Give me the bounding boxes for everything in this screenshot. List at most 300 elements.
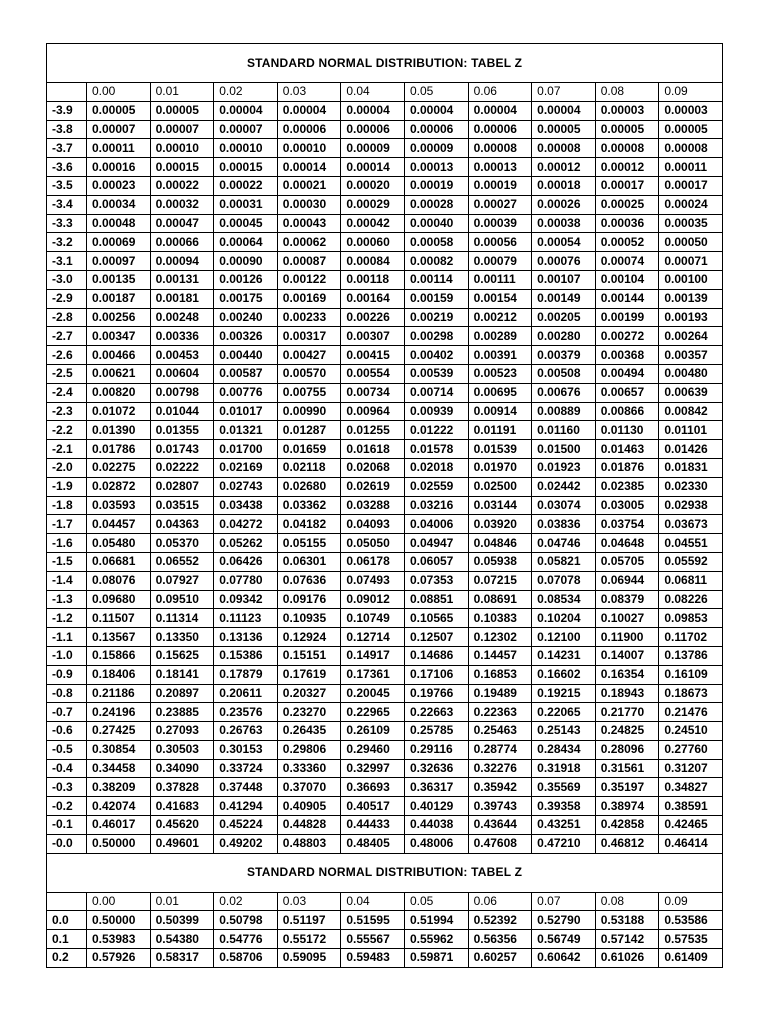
probability-cell: 0.09510 <box>150 590 214 609</box>
probability-cell: 0.00676 <box>532 383 596 402</box>
probability-cell: 0.04006 <box>404 515 468 534</box>
probability-cell: 0.00005 <box>659 120 723 139</box>
probability-cell: 0.00032 <box>150 195 214 214</box>
probability-cell: 0.18943 <box>595 684 659 703</box>
probability-cell: 0.35569 <box>532 778 596 797</box>
probability-cell: 0.42465 <box>659 816 723 835</box>
probability-cell: 0.00776 <box>214 383 278 402</box>
probability-cell: 0.03593 <box>87 496 151 515</box>
probability-cell: 0.50798 <box>214 911 278 930</box>
z-value-cell: -0.9 <box>47 665 87 684</box>
probability-cell: 0.41294 <box>214 797 278 816</box>
probability-cell: 0.00240 <box>214 308 278 327</box>
probability-cell: 0.28434 <box>532 740 596 759</box>
probability-cell: 0.15386 <box>214 646 278 665</box>
z-value-cell: -3.7 <box>47 139 87 158</box>
probability-cell: 0.01539 <box>468 440 532 459</box>
probability-cell: 0.00087 <box>277 252 341 271</box>
probability-cell: 0.14007 <box>595 646 659 665</box>
probability-cell: 0.13136 <box>214 628 278 647</box>
probability-cell: 0.01426 <box>659 440 723 459</box>
z-value-cell: -1.1 <box>47 628 87 647</box>
probability-cell: 0.29806 <box>277 740 341 759</box>
probability-cell: 0.00307 <box>341 327 405 346</box>
table-row <box>47 552 723 571</box>
probability-cell: 0.06301 <box>277 552 341 571</box>
probability-cell: 0.30503 <box>150 740 214 759</box>
probability-cell: 0.00008 <box>468 139 532 158</box>
probability-cell: 0.01355 <box>150 421 214 440</box>
probability-cell: 0.06944 <box>595 571 659 590</box>
probability-cell: 0.11900 <box>595 628 659 647</box>
probability-cell: 0.53983 <box>87 930 151 949</box>
table-title: STANDARD NORMAL DISTRIBUTION: TABEL Z <box>47 44 723 83</box>
probability-cell: 0.20327 <box>277 684 341 703</box>
z-value-cell: -0.5 <box>47 740 87 759</box>
probability-cell: 0.00006 <box>341 120 405 139</box>
probability-cell: 0.38209 <box>87 778 151 797</box>
probability-cell: 0.00939 <box>404 402 468 421</box>
probability-cell: 0.00036 <box>595 214 659 233</box>
probability-cell: 0.34827 <box>659 778 723 797</box>
probability-cell: 0.00347 <box>87 327 151 346</box>
table-row <box>47 816 723 835</box>
probability-cell: 0.55962 <box>404 930 468 949</box>
probability-cell: 0.00212 <box>468 308 532 327</box>
probability-cell: 0.00013 <box>468 158 532 177</box>
probability-cell: 0.17106 <box>404 665 468 684</box>
probability-cell: 0.01923 <box>532 458 596 477</box>
probability-cell: 0.00233 <box>277 308 341 327</box>
table-row <box>47 534 723 553</box>
probability-cell: 0.00118 <box>341 270 405 289</box>
probability-cell: 0.05155 <box>277 534 341 553</box>
probability-cell: 0.11702 <box>659 628 723 647</box>
probability-cell: 0.01101 <box>659 421 723 440</box>
table-row <box>47 684 723 703</box>
probability-cell: 0.08379 <box>595 590 659 609</box>
probability-cell: 0.00111 <box>468 270 532 289</box>
probability-cell: 0.09176 <box>277 590 341 609</box>
probability-cell: 0.00755 <box>277 383 341 402</box>
probability-cell: 0.07493 <box>341 571 405 590</box>
probability-cell: 0.08226 <box>659 590 723 609</box>
probability-cell: 0.19766 <box>404 684 468 703</box>
probability-cell: 0.00004 <box>532 101 596 120</box>
probability-cell: 0.07927 <box>150 571 214 590</box>
probability-cell: 0.00226 <box>341 308 405 327</box>
probability-cell: 0.10749 <box>341 609 405 628</box>
probability-cell: 0.06178 <box>341 552 405 571</box>
column-header-row <box>47 83 723 102</box>
probability-cell: 0.46812 <box>595 834 659 853</box>
table-row <box>47 458 723 477</box>
probability-cell: 0.02222 <box>150 458 214 477</box>
z-value-cell: -0.8 <box>47 684 87 703</box>
probability-cell: 0.32997 <box>341 759 405 778</box>
z-header-cell <box>47 83 87 102</box>
probability-cell: 0.12714 <box>341 628 405 647</box>
probability-cell: 0.06426 <box>214 552 278 571</box>
column-header: 0.07 <box>532 83 596 102</box>
probability-cell: 0.03005 <box>595 496 659 515</box>
probability-cell: 0.04746 <box>532 534 596 553</box>
probability-cell: 0.52790 <box>532 911 596 930</box>
probability-cell: 0.17879 <box>214 665 278 684</box>
probability-cell: 0.21476 <box>659 703 723 722</box>
probability-cell: 0.00022 <box>150 176 214 195</box>
z-value-cell: -2.0 <box>47 458 87 477</box>
probability-cell: 0.00009 <box>341 139 405 158</box>
table-row <box>47 289 723 308</box>
probability-cell: 0.55172 <box>277 930 341 949</box>
probability-cell: 0.06552 <box>150 552 214 571</box>
probability-cell: 0.00048 <box>87 214 151 233</box>
table-row <box>47 571 723 590</box>
column-header: 0.09 <box>659 83 723 102</box>
probability-cell: 0.40517 <box>341 797 405 816</box>
probability-cell: 0.02118 <box>277 458 341 477</box>
z-value-cell: -1.8 <box>47 496 87 515</box>
probability-cell: 0.00024 <box>659 195 723 214</box>
z-value-cell: -2.1 <box>47 440 87 459</box>
probability-cell: 0.49202 <box>214 834 278 853</box>
probability-cell: 0.02872 <box>87 477 151 496</box>
probability-cell: 0.01659 <box>277 440 341 459</box>
probability-cell: 0.12302 <box>468 628 532 647</box>
probability-cell: 0.54380 <box>150 930 214 949</box>
probability-cell: 0.21770 <box>595 703 659 722</box>
z-value-cell: -0.0 <box>47 834 87 853</box>
z-value-cell: -0.7 <box>47 703 87 722</box>
probability-cell: 0.52392 <box>468 911 532 930</box>
probability-cell: 0.02018 <box>404 458 468 477</box>
probability-cell: 0.55567 <box>341 930 405 949</box>
z-value-cell: -2.6 <box>47 346 87 365</box>
probability-cell: 0.00695 <box>468 383 532 402</box>
probability-cell: 0.03836 <box>532 515 596 534</box>
column-header: 0.05 <box>404 892 468 911</box>
probability-cell: 0.00052 <box>595 233 659 252</box>
probability-cell: 0.00379 <box>532 346 596 365</box>
probability-cell: 0.00657 <box>595 383 659 402</box>
probability-cell: 0.00006 <box>468 120 532 139</box>
column-header: 0.02 <box>214 892 278 911</box>
probability-cell: 0.11314 <box>150 609 214 628</box>
probability-cell: 0.00028 <box>404 195 468 214</box>
table-row <box>47 120 723 139</box>
probability-cell: 0.01876 <box>595 458 659 477</box>
probability-cell: 0.19489 <box>468 684 532 703</box>
table-row <box>47 421 723 440</box>
probability-cell: 0.16354 <box>595 665 659 684</box>
table-row <box>47 402 723 421</box>
probability-cell: 0.00272 <box>595 327 659 346</box>
probability-cell: 0.36693 <box>341 778 405 797</box>
probability-cell: 0.02559 <box>404 477 468 496</box>
probability-cell: 0.05370 <box>150 534 214 553</box>
z-value-cell: -3.6 <box>47 158 87 177</box>
table-row <box>47 233 723 252</box>
probability-cell: 0.23885 <box>150 703 214 722</box>
probability-cell: 0.10935 <box>277 609 341 628</box>
column-header: 0.04 <box>341 83 405 102</box>
z-value-cell: -2.5 <box>47 364 87 383</box>
probability-cell: 0.00054 <box>532 233 596 252</box>
probability-cell: 0.00030 <box>277 195 341 214</box>
probability-cell: 0.00104 <box>595 270 659 289</box>
probability-cell: 0.10204 <box>532 609 596 628</box>
probability-cell: 0.00427 <box>277 346 341 365</box>
probability-cell: 0.04947 <box>404 534 468 553</box>
probability-cell: 0.00889 <box>532 402 596 421</box>
probability-cell: 0.00181 <box>150 289 214 308</box>
probability-cell: 0.03920 <box>468 515 532 534</box>
probability-cell: 0.00017 <box>595 176 659 195</box>
probability-cell: 0.27093 <box>150 722 214 741</box>
table-row <box>47 740 723 759</box>
probability-cell: 0.00004 <box>341 101 405 120</box>
probability-cell: 0.04363 <box>150 515 214 534</box>
probability-cell: 0.00187 <box>87 289 151 308</box>
probability-cell: 0.29116 <box>404 740 468 759</box>
probability-cell: 0.02500 <box>468 477 532 496</box>
probability-cell: 0.00007 <box>87 120 151 139</box>
probability-cell: 0.01222 <box>404 421 468 440</box>
probability-cell: 0.13786 <box>659 646 723 665</box>
probability-cell: 0.26435 <box>277 722 341 741</box>
probability-cell: 0.00005 <box>532 120 596 139</box>
probability-cell: 0.03216 <box>404 496 468 515</box>
probability-cell: 0.09853 <box>659 609 723 628</box>
probability-cell: 0.01786 <box>87 440 151 459</box>
probability-cell: 0.03515 <box>150 496 214 515</box>
probability-cell: 0.33724 <box>214 759 278 778</box>
probability-cell: 0.53188 <box>595 911 659 930</box>
probability-cell: 0.44828 <box>277 816 341 835</box>
probability-cell: 0.01044 <box>150 402 214 421</box>
probability-cell: 0.14457 <box>468 646 532 665</box>
probability-cell: 0.41683 <box>150 797 214 816</box>
z-value-cell: -2.8 <box>47 308 87 327</box>
probability-cell: 0.50000 <box>87 834 151 853</box>
probability-cell: 0.01072 <box>87 402 151 421</box>
probability-cell: 0.07780 <box>214 571 278 590</box>
probability-cell: 0.00007 <box>150 120 214 139</box>
probability-cell: 0.00094 <box>150 252 214 271</box>
probability-cell: 0.51197 <box>277 911 341 930</box>
probability-cell: 0.37070 <box>277 778 341 797</box>
probability-cell: 0.28096 <box>595 740 659 759</box>
probability-cell: 0.08076 <box>87 571 151 590</box>
probability-cell: 0.46414 <box>659 834 723 853</box>
probability-cell: 0.39743 <box>468 797 532 816</box>
probability-cell: 0.01700 <box>214 440 278 459</box>
table-row <box>47 628 723 647</box>
probability-cell: 0.51595 <box>341 911 405 930</box>
probability-cell: 0.16109 <box>659 665 723 684</box>
z-value-cell: -2.3 <box>47 402 87 421</box>
probability-cell: 0.00097 <box>87 252 151 271</box>
probability-cell: 0.00090 <box>214 252 278 271</box>
probability-cell: 0.00990 <box>277 402 341 421</box>
probability-cell: 0.00003 <box>595 101 659 120</box>
probability-cell: 0.15625 <box>150 646 214 665</box>
table-row <box>47 477 723 496</box>
probability-cell: 0.00440 <box>214 346 278 365</box>
probability-cell: 0.00084 <box>341 252 405 271</box>
probability-cell: 0.31207 <box>659 759 723 778</box>
probability-cell: 0.05938 <box>468 552 532 571</box>
probability-cell: 0.00035 <box>659 214 723 233</box>
probability-cell: 0.56749 <box>532 930 596 949</box>
table-row <box>47 911 723 930</box>
probability-cell: 0.00069 <box>87 233 151 252</box>
probability-cell: 0.01578 <box>404 440 468 459</box>
probability-cell: 0.05262 <box>214 534 278 553</box>
column-header: 0.09 <box>659 892 723 911</box>
probability-cell: 0.17619 <box>277 665 341 684</box>
probability-cell: 0.00008 <box>532 139 596 158</box>
probability-cell: 0.48006 <box>404 834 468 853</box>
z-value-cell: -1.4 <box>47 571 87 590</box>
probability-cell: 0.01463 <box>595 440 659 459</box>
z-value-cell: -1.2 <box>47 609 87 628</box>
z-header-cell <box>47 892 87 911</box>
probability-cell: 0.56356 <box>468 930 532 949</box>
probability-cell: 0.32276 <box>468 759 532 778</box>
probability-cell: 0.00011 <box>87 139 151 158</box>
probability-cell: 0.00639 <box>659 383 723 402</box>
z-value-cell: -1.7 <box>47 515 87 534</box>
probability-cell: 0.45620 <box>150 816 214 835</box>
probability-cell: 0.00056 <box>468 233 532 252</box>
probability-cell: 0.00317 <box>277 327 341 346</box>
probability-cell: 0.38591 <box>659 797 723 816</box>
probability-cell: 0.57142 <box>595 930 659 949</box>
probability-cell: 0.59483 <box>341 949 405 968</box>
probability-cell: 0.00025 <box>595 195 659 214</box>
probability-cell: 0.00039 <box>468 214 532 233</box>
probability-cell: 0.05480 <box>87 534 151 553</box>
probability-cell: 0.24825 <box>595 722 659 741</box>
probability-cell: 0.00076 <box>532 252 596 271</box>
column-header: 0.01 <box>150 83 214 102</box>
probability-cell: 0.00011 <box>659 158 723 177</box>
probability-cell: 0.02938 <box>659 496 723 515</box>
probability-cell: 0.03754 <box>595 515 659 534</box>
z-value-cell: -1.0 <box>47 646 87 665</box>
probability-cell: 0.07215 <box>468 571 532 590</box>
probability-cell: 0.43251 <box>532 816 596 835</box>
probability-cell: 0.04093 <box>341 515 405 534</box>
probability-cell: 0.00539 <box>404 364 468 383</box>
probability-cell: 0.46017 <box>87 816 151 835</box>
probability-cell: 0.02442 <box>532 477 596 496</box>
probability-cell: 0.00027 <box>468 195 532 214</box>
probability-cell: 0.00004 <box>214 101 278 120</box>
probability-cell: 0.00144 <box>595 289 659 308</box>
probability-cell: 0.00050 <box>659 233 723 252</box>
probability-cell: 0.00193 <box>659 308 723 327</box>
probability-cell: 0.13567 <box>87 628 151 647</box>
probability-cell: 0.20897 <box>150 684 214 703</box>
probability-cell: 0.00038 <box>532 214 596 233</box>
probability-cell: 0.00022 <box>214 176 278 195</box>
probability-cell: 0.00012 <box>595 158 659 177</box>
probability-cell: 0.24196 <box>87 703 151 722</box>
probability-cell: 0.00004 <box>277 101 341 120</box>
probability-cell: 0.06057 <box>404 552 468 571</box>
probability-cell: 0.00019 <box>468 176 532 195</box>
probability-cell: 0.05050 <box>341 534 405 553</box>
probability-cell: 0.00008 <box>659 139 723 158</box>
probability-cell: 0.47210 <box>532 834 596 853</box>
probability-cell: 0.18406 <box>87 665 151 684</box>
probability-cell: 0.00009 <box>404 139 468 158</box>
probability-cell: 0.33360 <box>277 759 341 778</box>
probability-cell: 0.15151 <box>277 646 341 665</box>
probability-cell: 0.22663 <box>404 703 468 722</box>
z-value-cell: -0.3 <box>47 778 87 797</box>
probability-cell: 0.00034 <box>87 195 151 214</box>
probability-cell: 0.00062 <box>277 233 341 252</box>
z-table-sheet <box>46 43 722 968</box>
table-row <box>47 270 723 289</box>
probability-cell: 0.20045 <box>341 684 405 703</box>
column-header: 0.08 <box>595 892 659 911</box>
z-value-cell: -3.9 <box>47 101 87 120</box>
probability-cell: 0.02330 <box>659 477 723 496</box>
probability-cell: 0.00079 <box>468 252 532 271</box>
probability-cell: 0.00326 <box>214 327 278 346</box>
probability-cell: 0.35942 <box>468 778 532 797</box>
probability-cell: 0.00508 <box>532 364 596 383</box>
probability-cell: 0.07636 <box>277 571 341 590</box>
probability-cell: 0.01743 <box>150 440 214 459</box>
probability-cell: 0.27760 <box>659 740 723 759</box>
z-value-cell: -0.1 <box>47 816 87 835</box>
probability-cell: 0.01287 <box>277 421 341 440</box>
table-row <box>47 383 723 402</box>
probability-cell: 0.00004 <box>468 101 532 120</box>
probability-cell: 0.00554 <box>341 364 405 383</box>
probability-cell: 0.03288 <box>341 496 405 515</box>
probability-cell: 0.00714 <box>404 383 468 402</box>
table-row <box>47 440 723 459</box>
probability-cell: 0.12507 <box>404 628 468 647</box>
probability-cell: 0.00003 <box>659 101 723 120</box>
probability-cell: 0.00066 <box>150 233 214 252</box>
table-row <box>47 214 723 233</box>
probability-cell: 0.07078 <box>532 571 596 590</box>
probability-cell: 0.16853 <box>468 665 532 684</box>
table-row <box>47 949 723 968</box>
probability-cell: 0.00842 <box>659 402 723 421</box>
probability-cell: 0.00205 <box>532 308 596 327</box>
probability-cell: 0.00004 <box>404 101 468 120</box>
table-row <box>47 930 723 949</box>
probability-cell: 0.00018 <box>532 176 596 195</box>
table-row <box>47 308 723 327</box>
probability-cell: 0.00014 <box>277 158 341 177</box>
probability-cell: 0.25785 <box>404 722 468 741</box>
probability-cell: 0.00016 <box>87 158 151 177</box>
probability-cell: 0.49601 <box>150 834 214 853</box>
probability-cell: 0.00026 <box>532 195 596 214</box>
probability-cell: 0.00012 <box>532 158 596 177</box>
table-row <box>47 496 723 515</box>
